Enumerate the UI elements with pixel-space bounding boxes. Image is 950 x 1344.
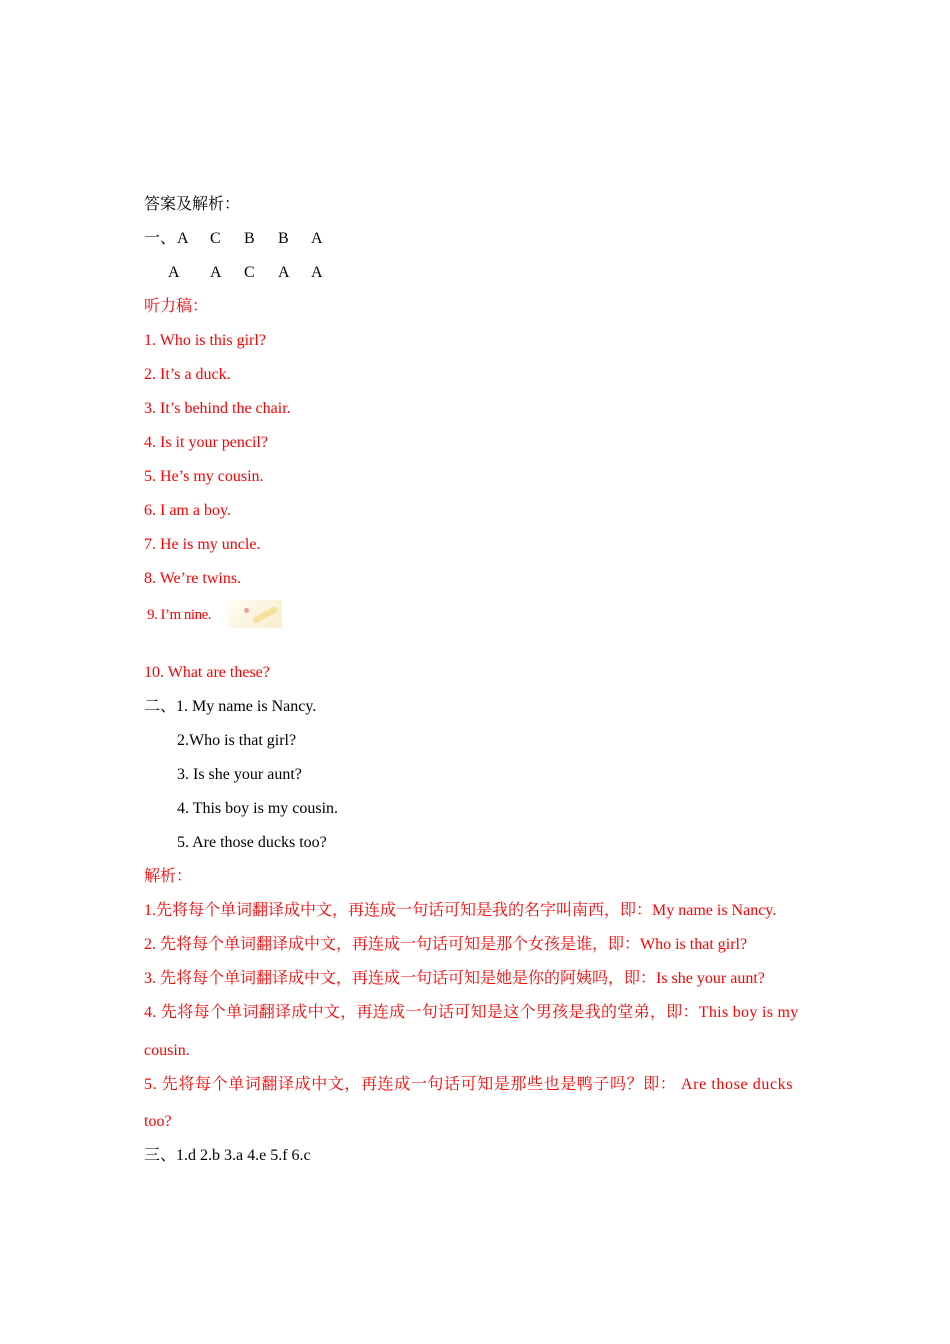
- section2-answer: 2.Who is that girl?: [177, 732, 297, 749]
- section1-answer: B: [244, 230, 255, 247]
- section1-answer: A: [311, 264, 323, 281]
- section2-prefix: 二、: [144, 698, 177, 715]
- answers-heading: 答案及解析：: [144, 196, 241, 213]
- analysis-title: 解析：: [144, 868, 193, 885]
- section1-answer: A: [311, 230, 323, 247]
- transcript-line: 4. Is it your pencil?: [144, 434, 268, 451]
- section3-text: 1.d 2.b 3.a 4.e 5.f 6.c: [176, 1147, 311, 1164]
- transcript-line: 5. He’s my cousin.: [144, 468, 264, 485]
- section1-answer: B: [278, 230, 289, 247]
- transcript-line: 1. Who is this girl?: [144, 332, 266, 349]
- section1-answer: C: [210, 230, 221, 247]
- section2-answer: 3. Is she your aunt?: [177, 766, 302, 783]
- section2-answer: 1. My name is Nancy.: [176, 698, 317, 715]
- transcript-line: 6. I am a boy.: [144, 502, 231, 519]
- section1-answer: A: [168, 264, 180, 281]
- analysis-line: 2. 先将每个单词翻译成中文，再连成一句话可知是那个女孩是谁，即：Who is that girl?: [144, 936, 748, 953]
- decorative-image-fragment: [228, 600, 282, 628]
- transcript-title: 听力稿：: [144, 298, 209, 315]
- section3-prefix: 三、: [144, 1147, 177, 1164]
- analysis-line: too?: [144, 1113, 172, 1130]
- transcript-line: 3. It’s behind the chair.: [144, 400, 291, 417]
- transcript-line: 2. It’s a duck.: [144, 366, 231, 383]
- section3-answers: [144, 1146, 311, 1166]
- section2-answer: 4. This boy is my cousin.: [177, 800, 339, 817]
- section1-answer: A: [177, 230, 189, 247]
- section1-answer: A: [278, 264, 290, 281]
- section1-prefix: 一、: [144, 230, 177, 247]
- section1-row1: [144, 229, 323, 249]
- transcript-line: 10. What are these?: [144, 664, 270, 681]
- transcript-line: 9. I’m nine.: [147, 607, 211, 623]
- analysis-line: 4. 先将每个单词翻译成中文，再连成一句话可知是这个男孩是我的堂弟，即：This boy is my: [144, 1004, 799, 1021]
- section2-answer: 5. Are those ducks too?: [177, 834, 327, 851]
- analysis-line: cousin.: [144, 1042, 190, 1059]
- transcript-line: 8. We’re twins.: [144, 570, 242, 587]
- section1-answer: C: [244, 264, 255, 281]
- analysis-line: 5. 先将每个单词翻译成中文，再连成一句话可知是那些也是鸭子吗？即： Are those ducks: [144, 1076, 794, 1093]
- section1-answer: A: [210, 264, 222, 281]
- section2-answer-1: [144, 697, 316, 717]
- analysis-line: 3. 先将每个单词翻译成中文，再连成一句话可知是她是你的阿姨吗，即：Is she your aunt?: [144, 970, 765, 987]
- analysis-line: 1.先将每个单词翻译成中文，再连成一句话可知是我的名字叫南西，即：My name is Nancy.: [144, 902, 777, 919]
- transcript-line: 7. He is my uncle.: [144, 536, 261, 553]
